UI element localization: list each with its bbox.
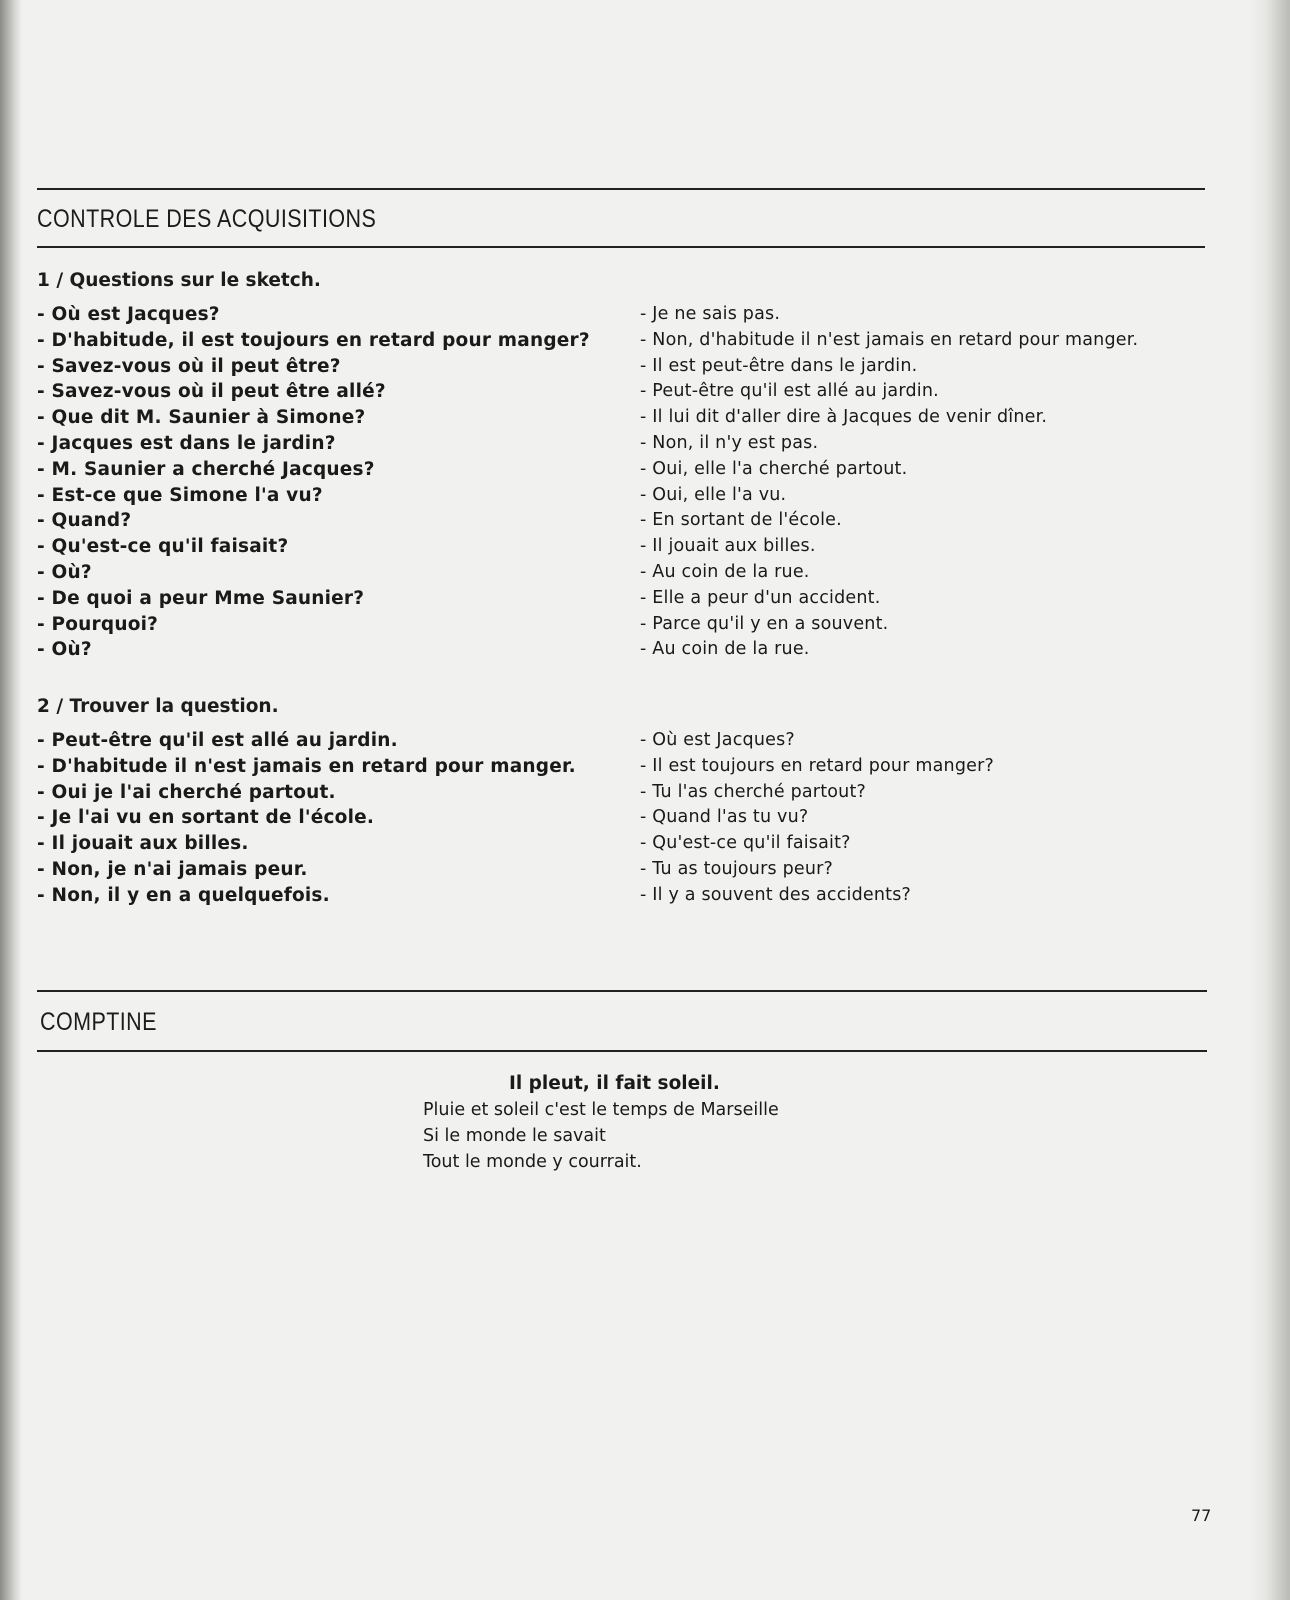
list-item: - Pourquoi? xyxy=(37,613,159,635)
list-item: - Il est toujours en retard pour manger? xyxy=(640,755,994,776)
list-item: - M. Saunier a cherché Jacques? xyxy=(37,458,375,480)
list-item: - Oui je l'ai cherché partout. xyxy=(37,781,336,803)
list-item: - Oui, elle l'a cherché partout. xyxy=(640,458,908,479)
list-item: - En sortant de l'école. xyxy=(640,510,842,531)
exercise2-statements xyxy=(37,728,576,909)
page-edge-shadow-right xyxy=(1250,0,1290,1600)
section2-bottom-rule xyxy=(37,1050,1207,1052)
list-item: - Qu'est-ce qu'il faisait? xyxy=(640,833,851,854)
list-item: - Que dit M. Saunier à Simone? xyxy=(37,407,366,429)
list-item: - Non, d'habitude il n'est jamais en retard pour manger. xyxy=(640,329,1139,350)
list-item: - Il jouait aux billes. xyxy=(640,536,816,557)
poem-line: Pluie et soleil c'est le temps de Marseille xyxy=(423,1100,779,1120)
list-item: - Il est peut-être dans le jardin. xyxy=(640,355,918,376)
list-item: - Tu as toujours peur? xyxy=(640,858,834,879)
list-item: - D'habitude, il est toujours en retard pour manger? xyxy=(37,329,590,351)
list-item: - Parce qu'il y en a souvent. xyxy=(640,613,889,634)
list-item: - Où est Jacques? xyxy=(37,304,220,325)
section1-top-rule xyxy=(37,188,1205,190)
list-item: - Au coin de la rue. xyxy=(640,561,810,582)
list-item: - Il lui dit d'aller dire à Jacques de venir dîner. xyxy=(640,407,1048,428)
poem-line: Si le monde le savait xyxy=(423,1126,606,1146)
poem xyxy=(423,1071,779,1175)
page-edge-shadow-left xyxy=(0,0,22,1600)
list-item: - Je l'ai vu en sortant de l'école. xyxy=(37,807,375,829)
list-item: - Elle a peur d'un accident. xyxy=(640,587,881,608)
list-item: - Où? xyxy=(37,561,92,583)
list-item: - Non, il y en a quelquefois. xyxy=(37,884,330,906)
list-item: - Peut-être qu'il est allé au jardin. xyxy=(37,730,398,751)
section1-bottom-rule xyxy=(37,246,1205,248)
list-item: - De quoi a peur Mme Saunier? xyxy=(37,587,365,609)
exercise1-answers xyxy=(640,302,1138,663)
list-item: - Savez-vous où il peut être? xyxy=(37,355,341,377)
list-item: - Au coin de la rue. xyxy=(640,639,810,660)
list-item: - Non, il n'y est pas. xyxy=(640,432,819,453)
list-item: - Je ne sais pas. xyxy=(640,304,781,324)
exercise2-questions xyxy=(640,728,994,909)
list-item: - Quand? xyxy=(37,510,132,532)
section-title-comptine: COMPTINE xyxy=(40,1008,157,1036)
list-item: - Jacques est dans le jardin? xyxy=(37,432,336,454)
poem-line: Tout le monde y courrait. xyxy=(423,1152,642,1172)
list-item: - Quand l'as tu vu? xyxy=(640,807,809,828)
exercise1-heading: 1 / Questions sur le sketch. xyxy=(37,270,321,291)
list-item: - Oui, elle l'a vu. xyxy=(640,484,787,505)
section-title-controle: CONTROLE DES ACQUISITIONS xyxy=(37,205,377,233)
list-item: - Il jouait aux billes. xyxy=(37,833,249,855)
list-item: - Il y a souvent des accidents? xyxy=(640,884,912,905)
list-item: - Où? xyxy=(37,639,92,661)
list-item: - Peut-être qu'il est allé au jardin. xyxy=(640,381,939,402)
page-number: 77 xyxy=(1191,1506,1212,1525)
list-item: - Est-ce que Simone l'a vu? xyxy=(37,484,323,506)
section2-top-rule xyxy=(37,990,1207,992)
exercise1-questions xyxy=(37,302,590,663)
list-item: - D'habitude il n'est jamais en retard pour manger. xyxy=(37,755,576,777)
exercise2-heading: 2 / Trouver la question. xyxy=(37,696,279,717)
list-item: - Qu'est-ce qu'il faisait? xyxy=(37,536,289,558)
list-item: - Savez-vous où il peut être allé? xyxy=(37,381,386,403)
poem-title: Il pleut, il fait soleil. xyxy=(509,1073,720,1094)
list-item: - Où est Jacques? xyxy=(640,730,795,750)
list-item: - Non, je n'ai jamais peur. xyxy=(37,858,308,880)
list-item: - Tu l'as cherché partout? xyxy=(640,781,867,802)
